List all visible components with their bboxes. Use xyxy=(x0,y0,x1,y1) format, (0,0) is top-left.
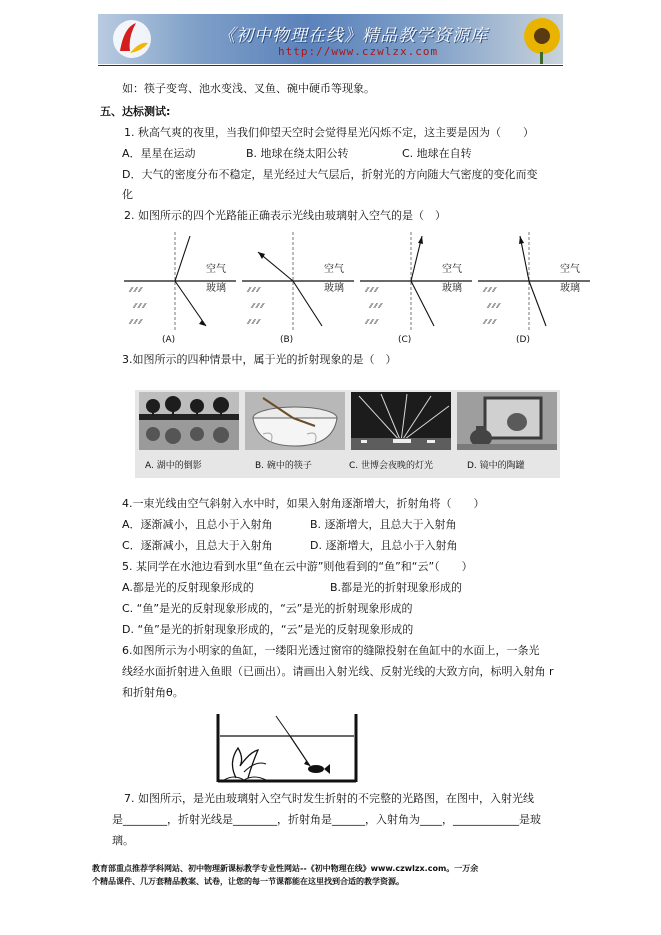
q3-stem: 3.如图所示的四种情景中，属于光的折射现象的是（ ） xyxy=(122,353,397,366)
header-divider xyxy=(98,65,563,66)
svg-text:⁄⁄ ⁄⁄ ⁄⁄: ⁄⁄ ⁄⁄ ⁄⁄ xyxy=(370,302,382,310)
q7-line-2: 是________，折射光线是________，折射角是______，入射角为____，____________是玻 xyxy=(112,813,541,826)
intro-line: 如：筷子变弯、池水变浅、叉鱼、碗中硬币等现象。 xyxy=(122,82,375,95)
q6-line-3: 和折射角θ。 xyxy=(122,686,184,699)
glass-label: 玻璃 xyxy=(442,283,462,294)
q4-option-a: A．逐渐减小，且总小于入射角 xyxy=(122,518,273,531)
site-title: 《初中物理在线》精品教学资源库 xyxy=(218,26,488,46)
svg-text:⁄⁄ ⁄⁄ ⁄⁄: ⁄⁄ ⁄⁄ ⁄⁄ xyxy=(488,302,500,310)
air-label: 空气 xyxy=(442,264,462,275)
q4-option-b: B. 逐渐增大，且总大于入射角 xyxy=(310,518,457,531)
svg-text:⁄⁄ ⁄⁄ ⁄⁄: ⁄⁄ ⁄⁄ ⁄⁄ xyxy=(248,318,260,326)
q4-option-c: C．逐渐减小，且总大于入射角 xyxy=(122,539,273,552)
footer-line-1: 教育部重点推荐学科网站、初中物理新课标教学专业性网站--《初中物理在线》www.czwlzx.com。一万余 xyxy=(92,864,479,873)
photo-mirror-pot xyxy=(457,392,557,450)
caption-c: (C) xyxy=(398,335,412,345)
svg-text:⁄⁄ ⁄⁄ ⁄⁄: ⁄⁄ ⁄⁄ ⁄⁄ xyxy=(366,286,378,294)
caption-b: (B) xyxy=(280,335,294,345)
q3-photo-strip xyxy=(135,390,560,478)
glass-label: 玻璃 xyxy=(560,283,580,294)
q2-diagram-d xyxy=(474,228,592,346)
q2-diagram-a xyxy=(120,228,238,346)
q5-option-b: B.都是光的折射现象形成的 xyxy=(330,581,463,594)
q5-option-c: C. “鱼”是光的反射现象形成的，“云”是光的折射现象形成的 xyxy=(122,602,413,615)
svg-text:⁄⁄ ⁄⁄ ⁄⁄: ⁄⁄ ⁄⁄ ⁄⁄ xyxy=(252,302,264,310)
q7-line-1: 7. 如图所示，是光由玻璃射入空气时发生折射的不完整的光路图，在图中，入射光线 xyxy=(124,792,534,805)
photo-caption-b: B. 碗中的筷子 xyxy=(255,461,312,471)
svg-text:⁄⁄ ⁄⁄ ⁄⁄: ⁄⁄ ⁄⁄ ⁄⁄ xyxy=(130,286,142,294)
q6-line-2: 线经水面折射进入鱼眼（已画出）。请画出入射光线、反射光线的大致方向，标明入射角 r xyxy=(122,665,554,678)
site-logo-icon xyxy=(106,17,158,61)
q2-diagram-b xyxy=(238,228,356,346)
q4-stem: 4.一束光线由空气斜射入水中时，如果入射角逐渐增大，折射角将（ ） xyxy=(122,497,485,510)
svg-text:⁄⁄ ⁄⁄ ⁄⁄: ⁄⁄ ⁄⁄ ⁄⁄ xyxy=(130,318,142,326)
q1-option-b: B. 地球在绕太阳公转 xyxy=(246,147,349,160)
q5-stem: 5. 某同学在水池边看到水里“鱼在云中游”则他看到的“鱼”和“云”（ ） xyxy=(122,560,473,573)
q5-option-d: D. “鱼”是光的折射现象形成的，“云”是光的反射现象形成的 xyxy=(122,623,414,636)
q2-diagram-c xyxy=(356,228,474,346)
svg-text:⁄⁄ ⁄⁄ ⁄⁄: ⁄⁄ ⁄⁄ ⁄⁄ xyxy=(366,318,378,326)
q2-diagram-group xyxy=(120,228,590,346)
glass-label: 玻璃 xyxy=(206,283,226,294)
q7-line-3: 璃。 xyxy=(112,834,134,847)
q1-option-a: A．星星在运动 xyxy=(122,147,196,160)
air-label: 空气 xyxy=(324,264,344,275)
svg-text:⁄⁄ ⁄⁄ ⁄⁄: ⁄⁄ ⁄⁄ ⁄⁄ xyxy=(248,286,260,294)
air-label: 空气 xyxy=(560,264,580,275)
q4-option-d: D. 逐渐增大，且总小于入射角 xyxy=(310,539,458,552)
q1-option-d-wrap: 化 xyxy=(122,188,133,201)
svg-text:⁄⁄ ⁄⁄ ⁄⁄: ⁄⁄ ⁄⁄ ⁄⁄ xyxy=(484,286,496,294)
q6-line-1: 6.如图所示为小明家的鱼缸，一缕阳光透过窗帘的缝隙投射在鱼缸中的水面上，一条光 xyxy=(122,644,540,657)
q1-option-c: C. 地球在自转 xyxy=(402,147,472,160)
site-url[interactable]: http://www.czwlzx.com xyxy=(278,45,439,58)
sunflower-decoration-icon xyxy=(518,14,563,64)
header-banner xyxy=(98,14,563,64)
q6-fish-tank-diagram xyxy=(214,712,360,784)
photo-caption-c: C. 世博会夜晚的灯光 xyxy=(349,461,434,471)
svg-text:⁄⁄ ⁄⁄ ⁄⁄: ⁄⁄ ⁄⁄ ⁄⁄ xyxy=(484,318,496,326)
photo-expo-lights xyxy=(351,392,451,450)
photo-caption-a: A. 湖中的倒影 xyxy=(145,461,202,471)
glass-label: 玻璃 xyxy=(324,283,344,294)
q2-stem: 2. 如图所示的四个光路能正确表示光线由玻璃射入空气的是（ ） xyxy=(124,209,446,222)
caption-a: (A) xyxy=(162,335,176,345)
footer-line-2: 个精品课件、几万套精品教案、试卷，让您的每一节课都能在这里找到合适的教学资源。 xyxy=(92,877,404,886)
svg-text:⁄⁄ ⁄⁄ ⁄⁄: ⁄⁄ ⁄⁄ ⁄⁄ xyxy=(134,302,146,310)
q1-stem: 1. 秋高气爽的夜里，当我们仰望天空时会觉得星光闪烁不定，这主要是因为（ ） xyxy=(124,126,534,139)
caption-d: (D) xyxy=(516,335,530,345)
photo-bowl-chopsticks xyxy=(245,392,345,450)
photo-caption-d: D. 镜中的陶罐 xyxy=(467,461,525,471)
photo-lake-reflection xyxy=(139,392,239,450)
air-label: 空气 xyxy=(206,264,226,275)
q1-option-d: D．大气的密度分布不稳定，星光经过大气层后，折射光的方向随大气密度的变化而变 xyxy=(122,168,538,181)
q5-option-a: A.都是光的反射现象形成的 xyxy=(122,581,254,594)
section-title: 五、达标测试: xyxy=(100,105,171,118)
